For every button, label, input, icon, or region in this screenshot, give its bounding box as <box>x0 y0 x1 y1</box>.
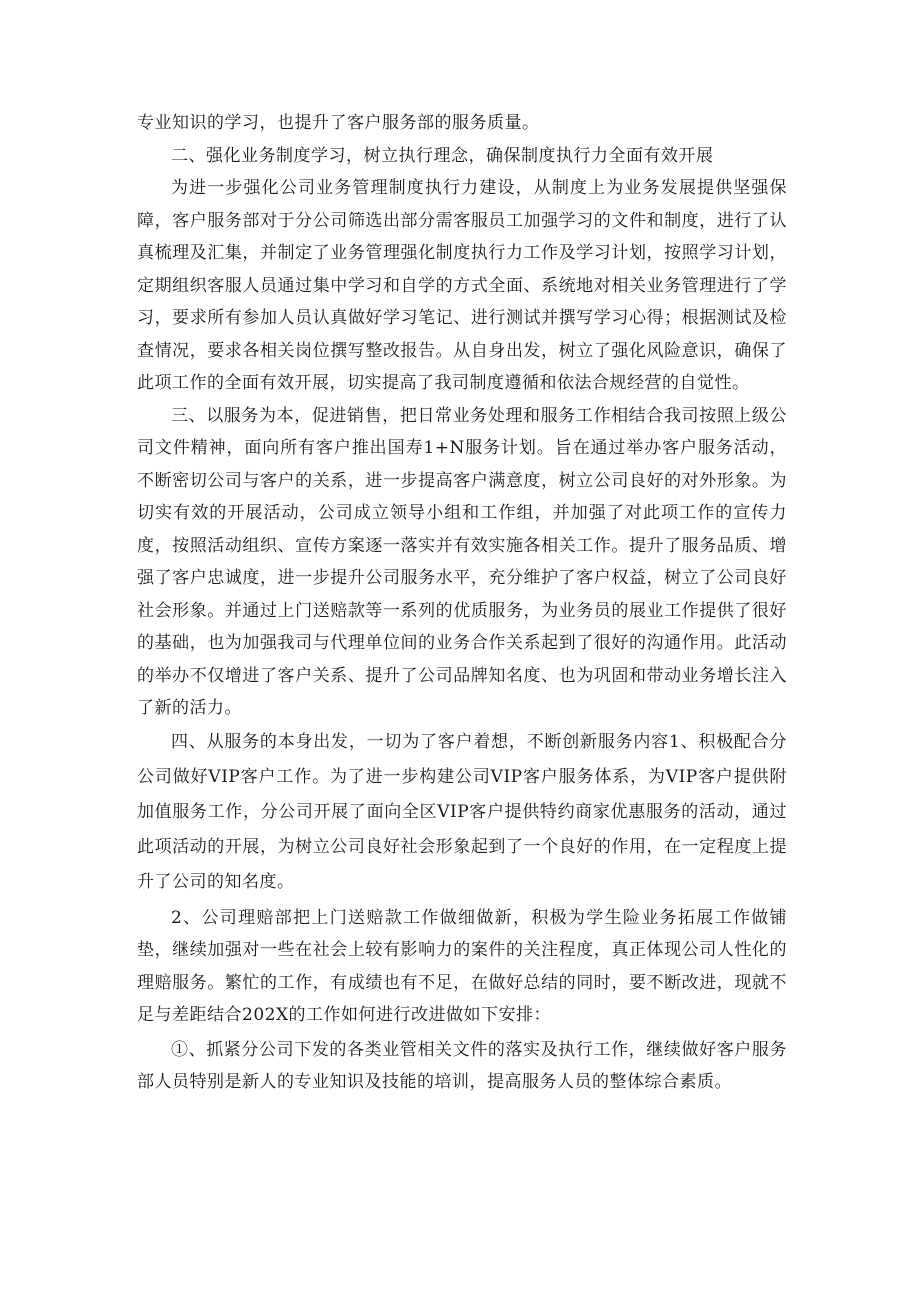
paragraph-continuation: 专业知识的学习，也提升了客户服务部的服务质量。 <box>137 113 540 133</box>
paragraph-section-2: 为进一步强化公司业务管理制度执行力建设，从制度上为业务发展提供坚强保障，客户服务部对于分公司筛选出部分需客服员工加强学习的文件和制度，进行了认真梳理及汇集，并制定了业务管理强化制度执行力工作及学习计划，按照学习计划，定期组织客服人员通过集中学习和自学的方式全面、系统地对相关业务管理进行了学习，要求所有参加人员认真做好学习笔记、进行测试并撰写学习心得；根据测试及检查情况，要求各相关岗位撰写整改报告。从自身出发，树立了强化风险意识，确保了此项工作的全面有效开展，切实提高了我司制度遵循和依法合规经营的自觉性。 <box>137 178 787 393</box>
paragraph-section-4: 四、从服务的本身出发，一切为了客户着想，不断创新服务内容1、积极配合分公司做好VIP客户工作。为了进一步构建公司VIP客户服务体系，为VIP客户提供附加值服务工作，分公司开展了面向全区VIP客户提供特约商家优惠服务的活动，通过此项活动的开展，为树立公司良好社会形象起到了一个良好的作用，在一定程度上提升了公司的知名度。 <box>137 731 787 892</box>
paragraph-section-3: 三、以服务为本，促进销售，把日常业务处理和服务工作相结合我司按照上级公司文件精神，面向所有客户推出国寿1+N服务计划。旨在通过举办客户服务活动，不断密切公司与客户的关系，进一步提高客户满意度，树立公司良好的对外形象。为切实有效的开展活动，公司成立领导小组和工作组，并加强了对此项工作的宣传力度，按照活动组织、宣传方案逐一落实并有效实施各相关工作。提升了服务品质、增强了客户忠诚度，进一步提升公司服务水平，充分维护了客户权益，树立了公司良好社会形象。并通过上门送赔款等一系列的优质服务，为业务员的展业工作提供了很好的基础，也为加强我司与代理单位间的业务合作关系起到了很好的沟通作用。此活动的举办不仅增进了客户关系、提升了公司品牌知名度、也为巩固和带动业务增长注入了新的活力。 <box>137 405 787 718</box>
section-heading-2: 二、强化业务制度学习，树立执行理念，确保制度执行力全面有效开展 <box>171 145 714 166</box>
paragraph-item-2: 2、公司理赔部把上门送赔款工作做细做新，积极为学生险业务拓展工作做铺垫，继续加强对一些在社会上较有影响力的案件的关注程度，真正体现公司人性化的理赔服务。繁忙的工作，有成绩也有不足，在做好总结的同时，要不断改进，现就不足与差距结合202X的工作如何进行改进做如下安排： <box>137 907 787 1025</box>
paragraph-item-circled-1: ①、抓紧分公司下发的各类业管相关文件的落实及执行工作，继续做好客户服务部人员特别是新人的专业知识及技能的培训，提高服务人员的整体综合素质。 <box>137 1039 787 1092</box>
document-body <box>137 107 787 1099</box>
